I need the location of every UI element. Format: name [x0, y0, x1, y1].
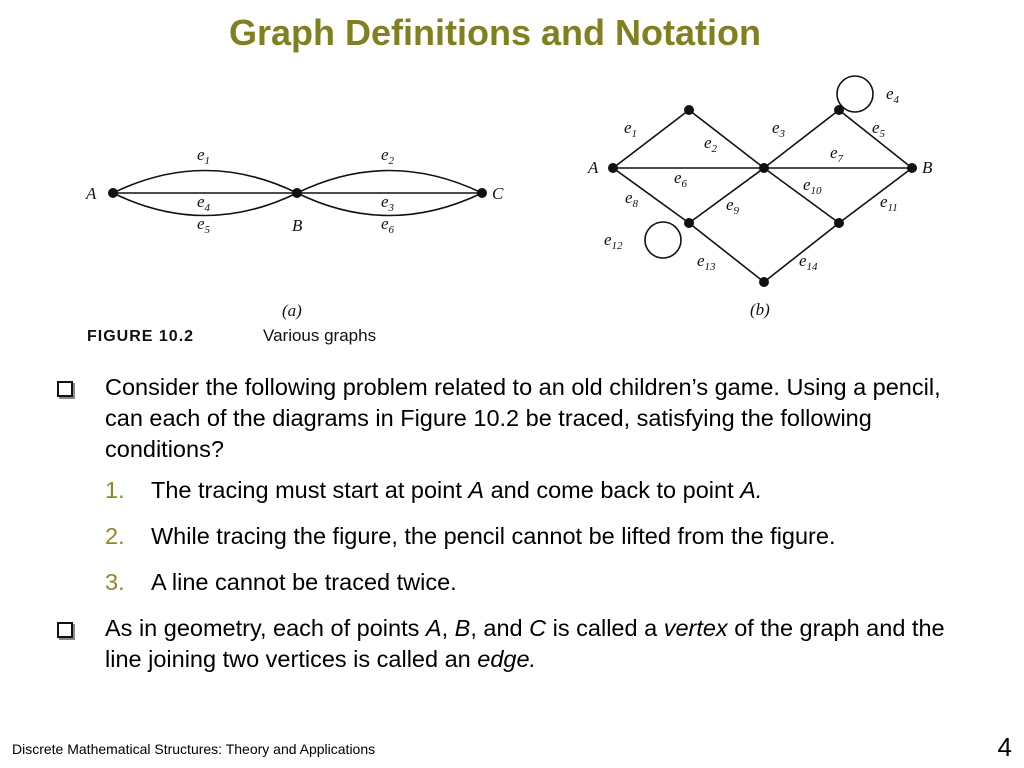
graph-b-edge-label-e1: $e_1$: [624, 118, 638, 140]
graph-b-label-B: B: [922, 158, 933, 177]
item-text: While tracing the figure, the pencil cannot be lifted from the figure.: [151, 523, 836, 549]
graph-a-caption: (a): [282, 301, 302, 320]
graph-b-edge-e11: [839, 168, 912, 223]
graph-b-edge-label-e8: $e_8$: [625, 188, 639, 210]
graph-b-edge-label-e14: $e_{14}$: [799, 251, 818, 273]
graph-a-vertex-A: [108, 188, 118, 198]
graph-b-loop-e12: [645, 222, 681, 258]
bullet-text: As in geometry, each of points A, B, and C is called a vertex of the graph and the line joining two vertices is called an edge.: [105, 615, 945, 672]
graph-b-vertex-upper-right: [834, 105, 844, 115]
graph-a-label-C: C: [492, 184, 504, 203]
graph-b-edge-label-e5: $e_5$: [872, 118, 886, 140]
figure-caption-label: FIGURE 10.2: [87, 328, 195, 345]
graph-a-vertex-B: [292, 188, 302, 198]
graph-a-edge-label-e3: $e_3$: [381, 192, 395, 214]
numbered-item: 1. The tracing must start at point A and come back to point A.: [54, 475, 954, 506]
graph-a-edge-label-e5: $e_5$: [197, 214, 211, 236]
item-text: A line cannot be traced twice.: [151, 569, 457, 595]
graph-b-vertex-bottom: [759, 277, 769, 287]
graph-a-edge-e1: [113, 171, 297, 194]
slide-footer: Discrete Mathematical Structures: Theory and Applications: [12, 741, 376, 757]
numbered-item: [54, 521, 954, 552]
graph-b-vertex-B: [907, 163, 917, 173]
graph-b-edge-label-e4: $e_4$: [886, 84, 900, 106]
bullet-point: [54, 613, 954, 675]
figure-10-2: [0, 0, 1024, 360]
bullet-point: [54, 372, 954, 465]
graph-a-edge-label-e6: $e_6$: [381, 214, 395, 236]
checkbox-bullet-icon: [57, 622, 73, 638]
graph-b-vertex-top: [684, 105, 694, 115]
graph-b-edge-label-e2: $e_2$: [704, 133, 718, 155]
graph-b-edge-e10: [764, 168, 839, 223]
item-number: 1.: [105, 477, 125, 503]
graph-a-edge-label-e2: $e_2$: [381, 145, 395, 167]
item-number: 2.: [105, 523, 125, 549]
graph-b-vertex-lower-right: [834, 218, 844, 228]
graph-b-edge-label-e11: $e_{11}$: [880, 192, 898, 214]
bullet-text: Consider the following problem related to an old children’s game. Using a pencil, can each of the diagrams in Figure 10.2 be traced, satisfying the following conditions?: [105, 374, 941, 462]
graph-b-edge-label-e7: $e_7$: [830, 143, 844, 165]
page-number: 4: [997, 732, 1012, 762]
graph-b-vertex-lower-left: [684, 218, 694, 228]
graph-b-edge-label-e6: $e_6$: [674, 168, 688, 190]
graph-b-caption: (b): [750, 300, 770, 319]
slide-body: [54, 372, 954, 685]
graph-b-vertex-A: [608, 163, 618, 173]
numbered-item: [54, 567, 954, 598]
graph-a-edge-label-e1: $e_1$: [197, 145, 211, 167]
graph-a-label-A: A: [86, 184, 97, 203]
graph-a-edge-e2: [297, 171, 482, 194]
graph-b-edge-label-e9: $e_9$: [726, 195, 740, 217]
graph-b-edge-e2: [689, 110, 764, 168]
graph-b-edge-label-e12: $e_{12}$: [604, 230, 623, 252]
graph-a-vertex-C: [477, 188, 487, 198]
graph-b-label-A: A: [588, 158, 599, 177]
graph-b-edge-label-e3: $e_3$: [772, 118, 786, 140]
item-number: 3.: [105, 569, 125, 595]
graph-b-edge-label-e10: $e_{10}$: [803, 175, 822, 197]
checkbox-bullet-icon: [57, 381, 73, 397]
graph-b-vertex-center: [759, 163, 769, 173]
graph-a-label-B: B: [292, 216, 303, 235]
figure-caption-text: Various graphs: [263, 326, 377, 345]
slide-title: Graph Definitions and Notation: [229, 12, 761, 53]
graph-b-edge-label-e13: $e_{13}$: [697, 251, 716, 273]
graph-a-edge-label-e4: $e_4$: [197, 192, 211, 214]
